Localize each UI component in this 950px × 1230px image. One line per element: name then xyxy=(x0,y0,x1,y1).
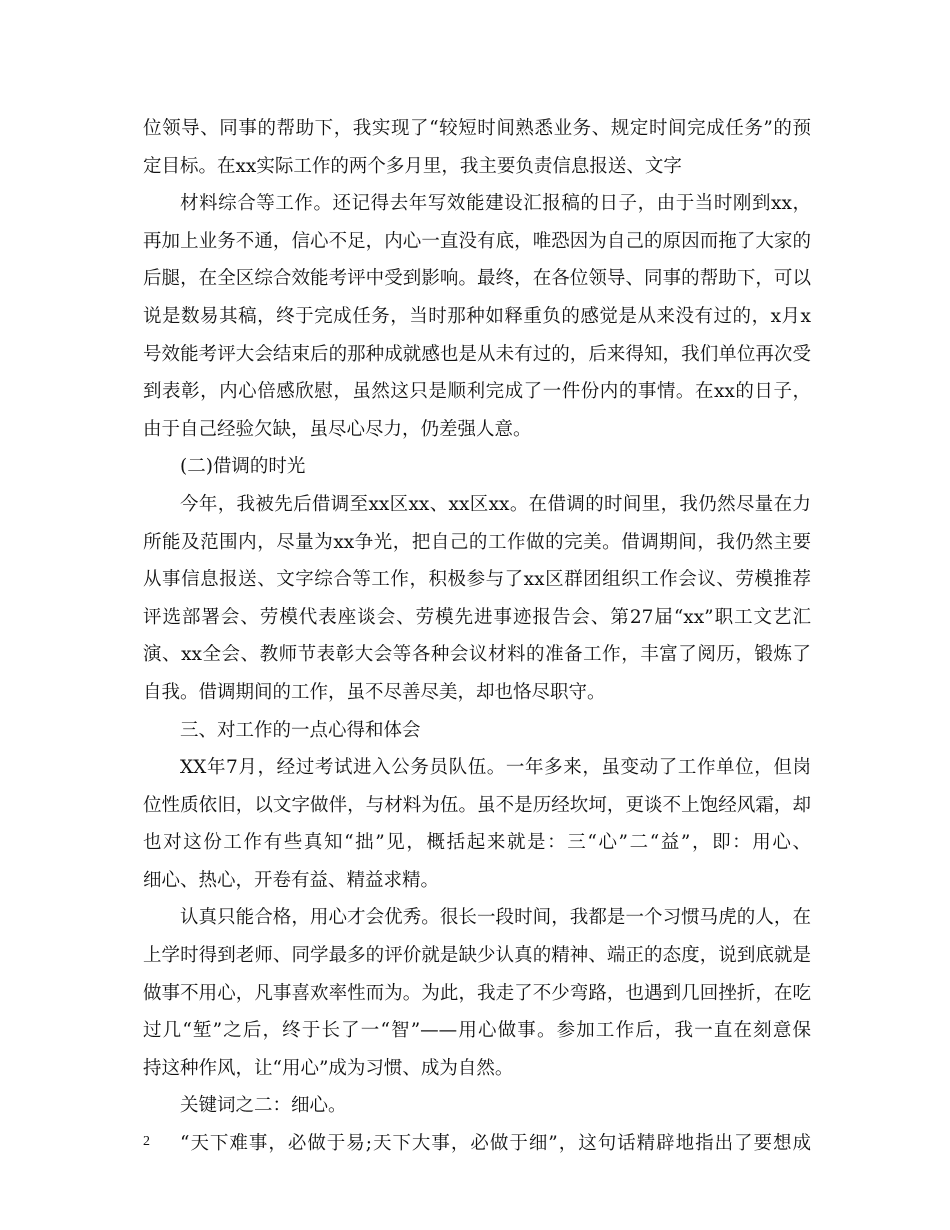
text-line: 到表彰，内心倍感欣慰，虽然这只是顺利完成了一件份内的事情。在xx的日子， xyxy=(143,381,811,403)
text-line: 持这种作风，让“用心”成为习惯、成为自然。 xyxy=(143,1057,514,1079)
text-line: 过几“堑”之后，终于长了一“智”——用心做事。参加工作后，我一直在刻意保 xyxy=(143,1020,811,1042)
text-line: 认真只能合格，用心才会优秀。很长一段时间，我都是一个习惯马虎的人，在 xyxy=(180,907,811,929)
text-line: 细心、热心，开卷有益、精益求精。 xyxy=(143,869,440,891)
text-line: 后腿，在全区综合效能考评中受到影响。最终，在各位领导、同事的帮助下，可以 xyxy=(143,268,811,290)
page-number: 2 xyxy=(143,1134,150,1149)
text-line: 定目标。在xx实际工作的两个多月里，我主要负责信息报送、文字 xyxy=(143,155,682,177)
text-line: 由于自己经验欠缺，虽尽心尽力，仍差强人意。 xyxy=(143,418,532,440)
text-line: 从事信息报送、文字综合等工作，积极参与了xx区群团组织工作会议、劳模推荐 xyxy=(143,569,811,591)
text-line: 位领导、同事的帮助下，我实现了“较短时间熟悉业务、规定时间完成任务”的预 xyxy=(143,118,811,139)
text-line: XX年7月，经过考试进入公务员队伍。一年多来，虽变动了工作单位，但岗 xyxy=(180,757,811,779)
text-line: 今年，我被先后借调至xx区xx、xx区xx。在借调的时间里，我仍然尽量在力 xyxy=(180,493,811,515)
text-line: 位性质依旧，以文字做伴，与材料为伍。虽不是历经坎坷，更谈不上饱经风霜，却 xyxy=(143,794,811,816)
text-line: 号效能考评大会结束后的那种成就感也是从未有过的，后来得知，我们单位再次受 xyxy=(143,343,811,365)
text-line: 自我。借调期间的工作，虽不尽善尽美，却也恪尽职守。 xyxy=(143,681,606,703)
text-line: 说是数易其稿，终于完成任务，当时那种如释重负的感觉是从来没有过的，x月x xyxy=(143,305,811,327)
text-line: 评选部署会、劳模代表座谈会、劳模先进事迹报告会、第27届“xx”职工文艺汇 xyxy=(143,606,811,628)
text-line: 再加上业务不通，信心不足，内心一直没有底，唯恐因为自己的原因而拖了大家的 xyxy=(143,230,811,252)
text-line: 上学时得到老师、同学最多的评价就是缺少认真的精神、端正的态度，说到底就是 xyxy=(143,945,811,967)
text-line: 也对这份工作有些真知“拙”见，概括起来就是：三“心”二“益”，即：用心、 xyxy=(143,832,811,854)
text-line: 关键词之二：细心。 xyxy=(180,1095,347,1117)
text-line: “天下难事，必做于易;天下大事，必做于细”，这句话精辟地指出了要想成 xyxy=(180,1133,811,1155)
text-line: 做事不用心，凡事喜欢率性而为。为此，我走了不少弯路，也遇到几回挫折，在吃 xyxy=(143,982,811,1004)
text-line: 三、对工作的一点心得和体会 xyxy=(180,719,421,741)
text-line: 演、xx全会、教师节表彰大会等各种会议材料的准备工作，丰富了阅历，锻炼了 xyxy=(143,644,811,666)
document-body xyxy=(143,110,811,1163)
text-line: (二)借调的时光 xyxy=(180,456,306,478)
text-line: 材料综合等工作。还记得去年写效能建设汇报稿的日子，由于当时刚到xx， xyxy=(180,193,811,215)
text-line: 所能及范围内，尽量为xx争光，把自己的工作做的完美。借调期间，我仍然主要 xyxy=(143,531,811,553)
